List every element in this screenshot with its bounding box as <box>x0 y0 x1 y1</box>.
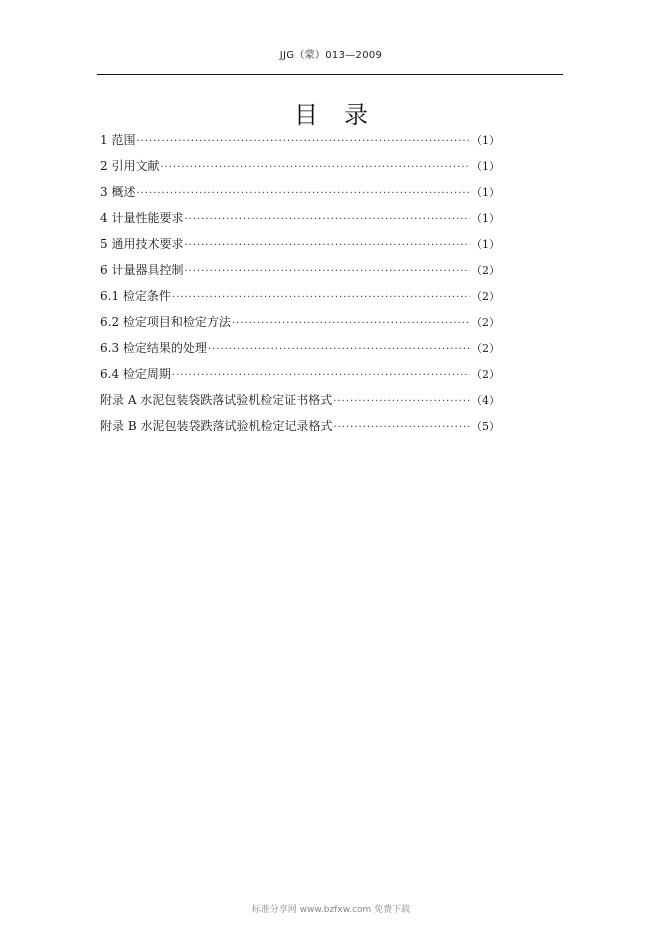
toc-entry[interactable] <box>100 338 500 364</box>
toc-entry[interactable] <box>100 234 500 260</box>
toc-entry[interactable] <box>100 182 500 208</box>
toc-entry-page: （4） <box>471 394 500 407</box>
toc-dot-leader <box>172 288 470 308</box>
toc-dot-leader <box>184 210 470 230</box>
toc-dot-leader <box>136 132 470 152</box>
toc-dot-leader <box>208 340 470 360</box>
toc-entry-page: （2） <box>471 264 500 277</box>
toc-entry-label: 附录 B 水泥包装袋跌落试验机检定记录格式 <box>100 419 333 433</box>
toc-entry[interactable] <box>100 416 500 442</box>
toc-entry-label: 6 计量器具控制 <box>100 263 184 277</box>
toc-entry-label: 6.3 检定结果的处理 <box>100 341 207 355</box>
toc-dot-leader <box>136 184 470 204</box>
toc-entry[interactable] <box>100 156 500 182</box>
toc-entry-label: 4 计量性能要求 <box>100 211 184 225</box>
toc-entry-page: （1） <box>471 160 500 173</box>
toc-dot-leader <box>184 236 470 256</box>
toc-entry-label: 6.1 检定条件 <box>100 289 171 303</box>
toc-entry-label: 2 引用文献 <box>100 159 160 173</box>
toc-entry-page: （2） <box>471 342 500 355</box>
toc-entry[interactable] <box>100 260 500 286</box>
header-divider <box>97 74 563 75</box>
toc-entry-label: 附录 A 水泥包装袋跌落试验机检定证书格式 <box>100 393 333 407</box>
toc-dot-leader <box>333 418 470 438</box>
footer-watermark: 标准分享网 www.bzfxw.com 免费下载 <box>251 905 411 915</box>
toc-entry-page: （2） <box>471 316 500 329</box>
toc-entry[interactable] <box>100 364 500 390</box>
toc-dot-leader <box>333 392 470 412</box>
toc-entry-page: （2） <box>471 368 500 381</box>
page-title: 目录 <box>294 101 394 129</box>
toc-entry[interactable] <box>100 286 500 312</box>
toc-entry-label: 3 概述 <box>100 185 136 199</box>
toc-dot-leader <box>160 158 470 178</box>
toc-entry-page: （1） <box>471 212 500 225</box>
toc-entry-page: （2） <box>471 290 500 303</box>
toc-entry-label: 5 通用技术要求 <box>100 237 184 251</box>
toc-entry-label: 1 范围 <box>100 133 136 147</box>
toc-entry[interactable] <box>100 312 500 338</box>
toc-entry[interactable] <box>100 130 500 156</box>
toc-dot-leader <box>172 366 470 386</box>
toc-entry[interactable] <box>100 390 500 416</box>
toc-entry-label: 6.4 检定周期 <box>100 367 171 381</box>
toc-entry-page: （1） <box>471 186 500 199</box>
toc-entry-page: （5） <box>471 420 500 433</box>
toc-entry-page: （1） <box>471 134 500 147</box>
toc-dot-leader <box>184 262 470 282</box>
toc-entry[interactable] <box>100 208 500 234</box>
table-of-contents <box>100 130 500 442</box>
toc-entry-label: 6.2 检定项目和检定方法 <box>100 315 231 329</box>
toc-entry-page: （1） <box>471 238 500 251</box>
document-code-header: JJG（蒙）013—2009 <box>279 50 383 61</box>
toc-dot-leader <box>232 314 470 334</box>
